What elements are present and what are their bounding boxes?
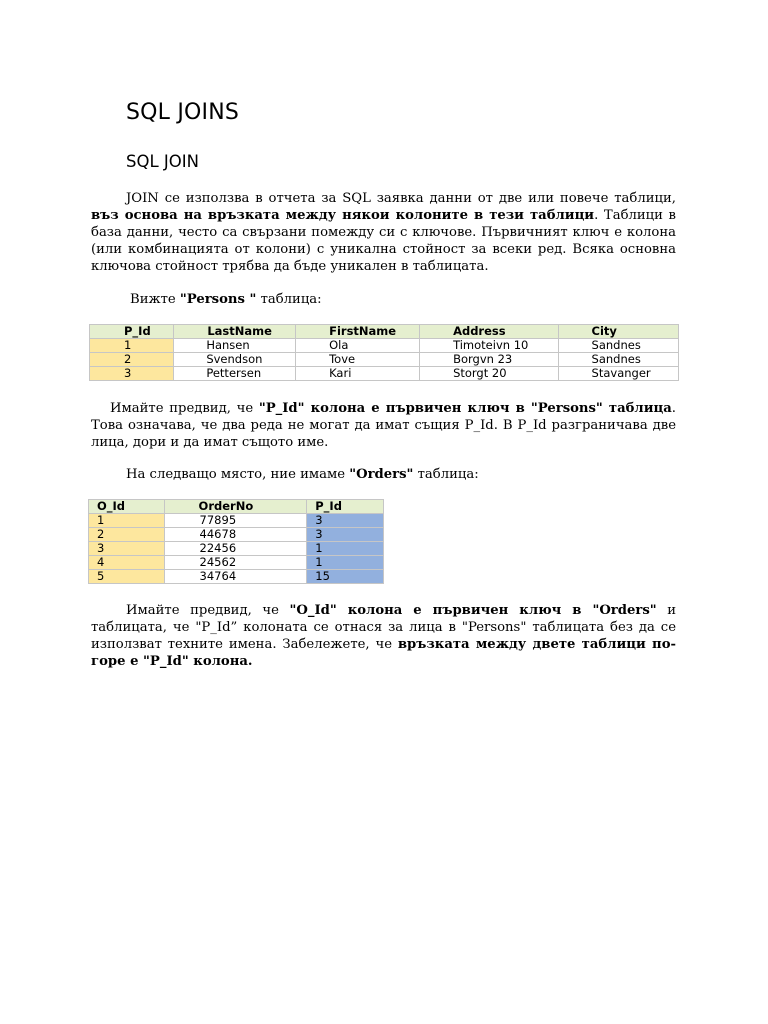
table-cell: 44678 bbox=[164, 528, 307, 542]
table-cell: Pettersen bbox=[174, 367, 296, 381]
table-row bbox=[89, 542, 384, 556]
table-cell: 3 bbox=[89, 542, 165, 556]
persons-header-cell: FirstName bbox=[296, 325, 420, 339]
page-title: SQL JOINS bbox=[126, 100, 240, 125]
table-cell: Kari bbox=[296, 367, 420, 381]
persons-header-cell: Address bbox=[420, 325, 558, 339]
persons-intro-bold: "Persons " bbox=[179, 292, 257, 307]
table-row bbox=[89, 570, 384, 584]
table-cell: 15 bbox=[307, 570, 384, 584]
persons-table bbox=[89, 324, 679, 381]
table-cell: 34764 bbox=[164, 570, 307, 584]
intro-text-1: JOIN се използва в отчета за SQL заявка данни от две или повече таблици, bbox=[126, 191, 676, 206]
orders-header-cell: OrderNo bbox=[164, 500, 307, 514]
persons-intro-paragraph bbox=[130, 291, 676, 308]
table-row bbox=[89, 514, 384, 528]
table-row bbox=[90, 353, 679, 367]
table-cell: 4 bbox=[89, 556, 165, 570]
table-cell: Stavanger bbox=[558, 367, 678, 381]
table-cell: 3 bbox=[307, 528, 384, 542]
relationship-paragraph bbox=[91, 602, 676, 670]
orders-header-cell: O_Id bbox=[89, 500, 165, 514]
intro-bold-1: въз основа на връзката между някои колоните в тези таблици bbox=[91, 208, 595, 223]
table-cell: 24562 bbox=[164, 556, 307, 570]
table-cell: Hansen bbox=[174, 339, 296, 353]
table-row bbox=[90, 339, 679, 353]
primary-key-text-1: Имайте предвид, че bbox=[110, 401, 259, 416]
table-cell: Storgt 20 bbox=[420, 367, 558, 381]
table-cell: 77895 bbox=[164, 514, 307, 528]
relationship-bold-2: връзката между двете таблици по-горе е "P_Id" колона. bbox=[91, 637, 676, 669]
table-cell: 1 bbox=[90, 339, 174, 353]
orders-intro-text-2: таблица: bbox=[413, 467, 479, 482]
table-cell: 5 bbox=[89, 570, 165, 584]
table-cell: Timoteivn 10 bbox=[420, 339, 558, 353]
table-cell: 2 bbox=[89, 528, 165, 542]
table-cell: Svendson bbox=[174, 353, 296, 367]
intro-text-2: . Таблици в база данни, често са свързани помежду си с ключове. Първичният ключ е колона (или комбинацията от колони) с уникална стойност за всеки ред. Всяка основна ключова стойност трябва да бъде уникален в таблицата. bbox=[91, 208, 676, 274]
table-cell: 2 bbox=[90, 353, 174, 367]
orders-intro-bold: "Orders" bbox=[349, 467, 414, 482]
table-cell: 3 bbox=[90, 367, 174, 381]
relationship-bold-1: "O_Id" колона е първичен ключ в "Orders" bbox=[289, 603, 657, 618]
table-cell: Sandnes bbox=[558, 339, 678, 353]
table-cell: 3 bbox=[307, 514, 384, 528]
persons-header-cell: City bbox=[558, 325, 678, 339]
table-cell: 22456 bbox=[164, 542, 307, 556]
intro-paragraph bbox=[91, 190, 676, 275]
primary-key-text-2: . Това означава, че два реда не могат да имат същия P_Id. В P_Id разграничава две лица, дори и да имат същото име. bbox=[91, 401, 676, 450]
persons-intro-text-1: Вижте bbox=[130, 292, 180, 307]
table-cell: 1 bbox=[307, 556, 384, 570]
table-cell: 1 bbox=[89, 514, 165, 528]
table-row bbox=[90, 367, 679, 381]
orders-header-row bbox=[89, 500, 384, 514]
relationship-text-2: и таблицата, че "P_Id” колоната се отнася за лица в "Persons" таблицата без да се използват техните имена. Забележете, че bbox=[91, 603, 676, 652]
orders-intro-text-1: На следващо място, ние имаме bbox=[126, 467, 350, 482]
table-cell: Sandnes bbox=[558, 353, 678, 367]
table-cell: 1 bbox=[307, 542, 384, 556]
orders-table bbox=[88, 499, 384, 584]
primary-key-bold: "P_Id" колона е първичен ключ в "Persons" таблица bbox=[258, 401, 672, 416]
persons-header-row bbox=[90, 325, 679, 339]
persons-header-cell: P_Id bbox=[90, 325, 174, 339]
table-row bbox=[89, 528, 384, 542]
persons-intro-text-2: таблица: bbox=[256, 292, 322, 307]
section-heading: SQL JOIN bbox=[126, 152, 199, 171]
table-cell: Ola bbox=[296, 339, 420, 353]
orders-intro-paragraph bbox=[126, 466, 676, 483]
table-cell: Tove bbox=[296, 353, 420, 367]
primary-key-paragraph bbox=[91, 400, 676, 451]
persons-header-cell: LastName bbox=[174, 325, 296, 339]
orders-header-cell: P_Id bbox=[307, 500, 384, 514]
table-row bbox=[89, 556, 384, 570]
table-cell: Borgvn 23 bbox=[420, 353, 558, 367]
relationship-text-1: Имайте предвид, че bbox=[126, 603, 290, 618]
